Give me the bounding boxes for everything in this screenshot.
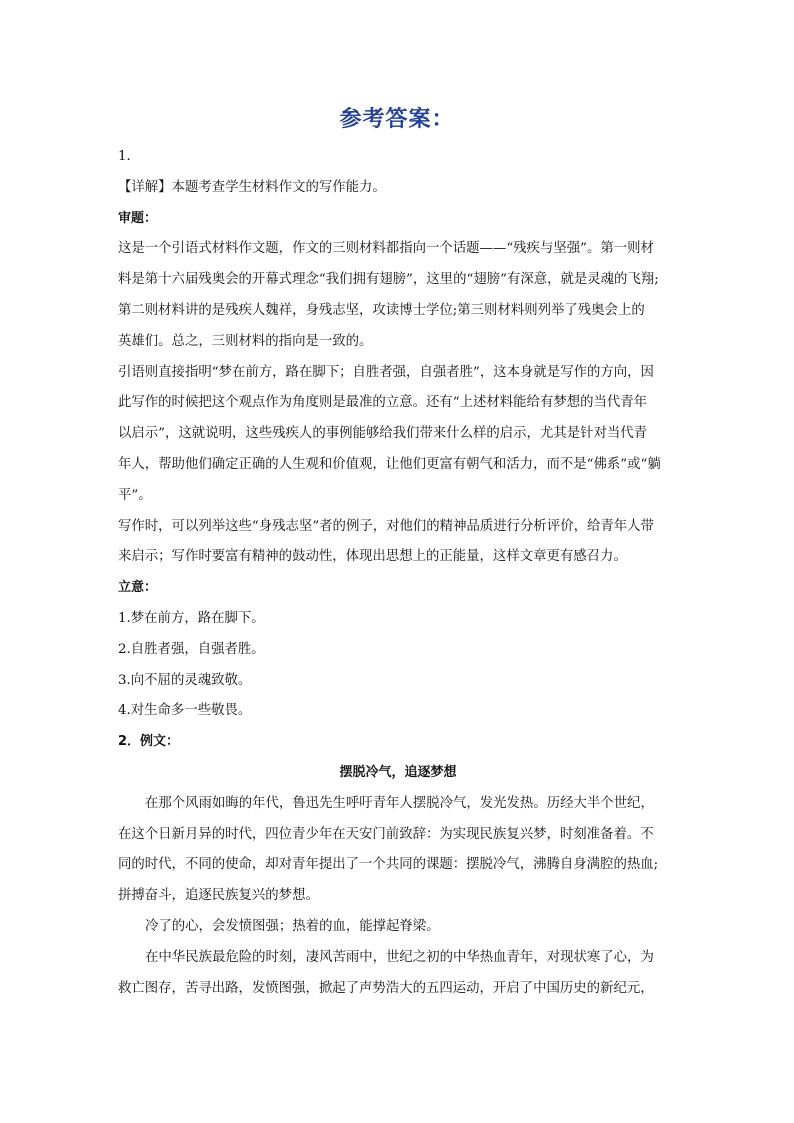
- paragraph-line: 引语则直接指明“梦在前方，路在脚下；自胜者强，自强者胜”，这本身就是写作的方向，因: [118, 364, 654, 380]
- theme-item: 4.对生命多一些敬畏。: [118, 703, 252, 719]
- paragraph-line: 这是一个引语式材料作文题，作文的三则材料都指向一个话题——“残疾与坚强”。第一则材: [118, 241, 654, 257]
- detail-intro: 【详解】本题考查学生材料作文的写作能力。: [118, 179, 386, 195]
- essay-line: 在这个日新月异的时代，四位青少年在天安门前致辞：为实现民族复兴梦，时刻准备着。不: [118, 826, 654, 842]
- paragraph-line: 英雄们。总之，三则材料的指向是一致的。: [118, 333, 373, 349]
- essay-line: 同的时代，不同的使命，却对青年提出了一个共同的课题：摆脱冷气，沸腾自身满腔的热血;: [118, 857, 659, 873]
- paragraph-line: 来启示；写作时要富有精神的鼓动性，体现出思想上的正能量，这样文章更有感召力。: [118, 549, 627, 565]
- essay-line: 拼搏奋斗，追逐民族复兴的梦想。: [118, 888, 319, 904]
- paragraph-line: 以启示”，这就说明，这些残疾人的事例能够给我们带来什么样的启示，尤其是针对当代青: [118, 426, 648, 442]
- theme-item: 3.向不屈的灵魂致敬。: [118, 672, 252, 688]
- answer-content: [118, 142, 678, 1004]
- essay-title: 摆脱冷气，追逐梦想: [339, 764, 457, 780]
- section-heading-theme: 立意：: [118, 580, 158, 596]
- section-heading-analysis: 审题：: [118, 210, 158, 226]
- paragraph-line: 料是第十六届残奥会的开幕式理念“我们拥有翅膀”，这里的“翅膀”有深意，就是灵魂的飞翔;: [118, 272, 659, 288]
- section-heading-example: 2．例文：: [118, 734, 180, 750]
- paragraph-line: 写作时，可以列举这些“身残志坚”者的例子，对他们的精神品质进行分析评价，给青年人带: [118, 518, 654, 534]
- paragraph-line: 第二则材料讲的是残疾人魏祥，身残志坚，攻读博士学位;第三则材料则列举了残奥会上的: [118, 302, 645, 318]
- page-title: 参考答案：: [339, 107, 455, 132]
- essay-line: 在那个风雨如晦的年代，鲁迅先生呼吁青年人摆脱冷气，发光发热。历经大半个世纪，: [145, 795, 654, 811]
- question-number: 1．: [118, 149, 140, 164]
- theme-item: 1.梦在前方，路在脚下。: [118, 610, 265, 626]
- paragraph-line: 平”。: [118, 487, 152, 503]
- essay-line: 冷了的心，会发愤图强；热着的血，能撑起脊梁。: [145, 918, 440, 934]
- paragraph-line: 此写作的时候把这个观点作为角度则是最准的立意。还有“上述材料能给有梦想的当代青年: [118, 395, 648, 411]
- essay-line: 救亡图存，苦寻出路，发愤图强，掀起了声势浩大的五四运动，开启了中国历史的新纪元，: [118, 980, 654, 996]
- theme-item: 2.自胜者强，自强者胜。: [118, 641, 265, 657]
- paragraph-line: 年人，帮助他们确定正确的人生观和价值观，让他们更富有朝气和活力，而不是“佛系”或“躺: [118, 456, 661, 472]
- essay-line: 在中华民族最危险的时刻，凄风苦雨中，世纪之初的中华热血青年，对现状寒了心，为: [145, 949, 654, 965]
